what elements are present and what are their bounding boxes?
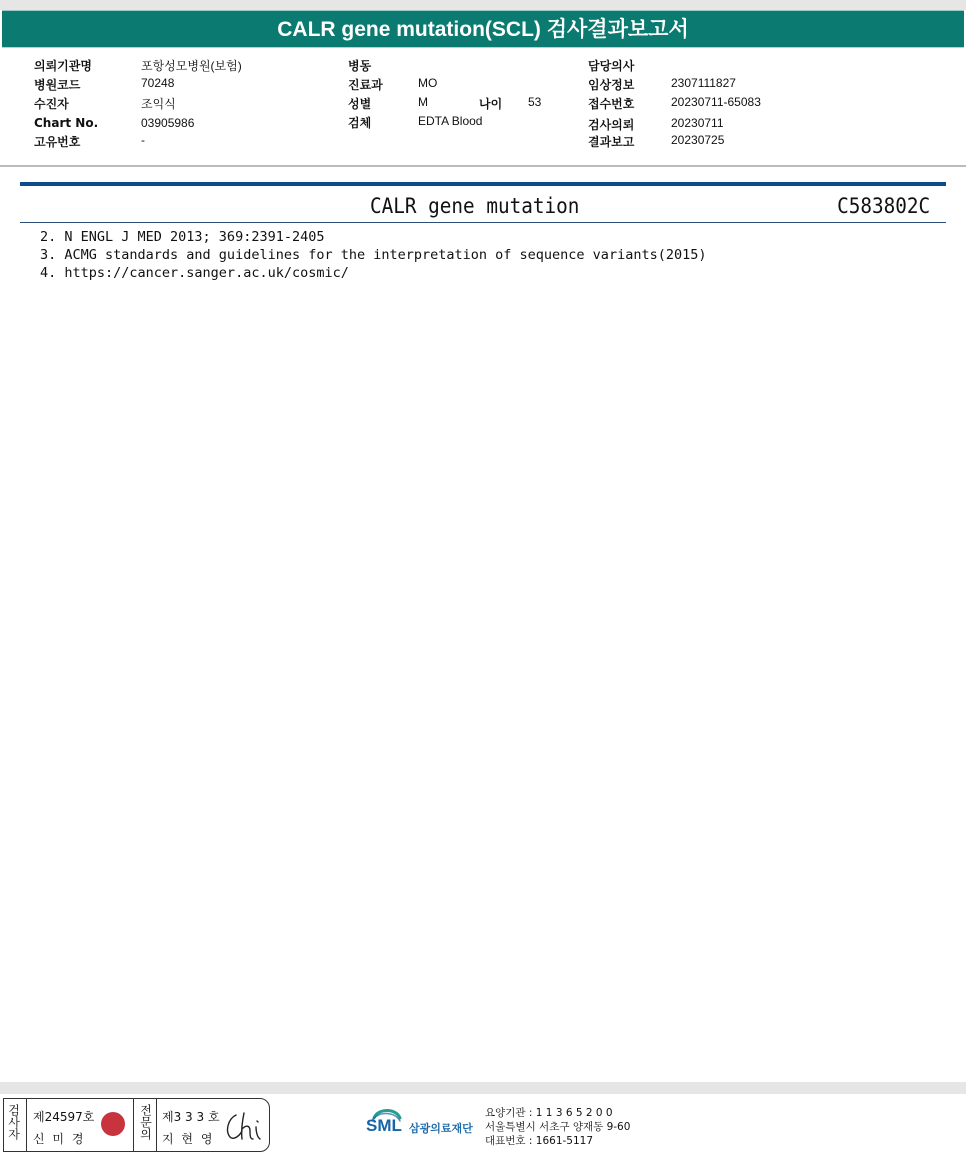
specialist-name: 지 현 영 (162, 1132, 215, 1146)
patient-info-section (0, 47, 966, 167)
specimen-label: 검체 (348, 116, 372, 130)
test-code: C583802C (836, 194, 930, 218)
sex-label: 성별 (348, 97, 372, 111)
org-phone: 대표번호 : 1661-5117 (485, 1135, 594, 1147)
hospital-code-label: 병원코드 (34, 78, 81, 92)
specialist-vertical-text: 전문의 (138, 1104, 153, 1140)
logo-abbr: SML (366, 1116, 402, 1135)
request-date-label: 검사의뢰 (588, 118, 635, 132)
specialist-license: 제3 3 3 호 (162, 1110, 220, 1124)
doctor-label: 담당의사 (588, 59, 635, 73)
unique-no-label: 고유번호 (34, 135, 81, 149)
receipt-no-value: 20230711-65083 (671, 95, 761, 109)
examiner-seal-icon (101, 1112, 125, 1136)
org-code: 요양기관 : 1 1 3 6 5 2 0 0 (485, 1107, 613, 1119)
chart-no-label: Chart No. (34, 116, 99, 130)
reference-item: 3. ACMG standards and guidelines for the interpretation of sequence variants(2015) (40, 247, 707, 263)
department-label: 진료과 (348, 78, 383, 92)
specialist-vertical-label (136, 1099, 154, 1151)
unique-no-value: - (141, 133, 145, 147)
top-strip (0, 0, 966, 10)
section-divider-thick (20, 182, 946, 186)
test-name: CALR gene mutation (370, 194, 580, 218)
examiner-license: 제24597호 (33, 1110, 95, 1124)
request-date-value: 20230711 (671, 116, 724, 130)
reference-item: 4. https://cancer.sanger.ac.uk/cosmic/ (40, 265, 349, 281)
chart-no-value: 03905986 (141, 116, 195, 130)
report-date-label: 결과보고 (588, 135, 635, 149)
specialist-signature-icon (222, 1109, 264, 1143)
age-value: 53 (528, 95, 542, 109)
report-header-title: CALR gene mutation(SCL) 검사결과보고서 (2, 10, 964, 48)
signature-divider (156, 1099, 157, 1151)
department-value: MO (418, 76, 438, 90)
reference-list (40, 228, 706, 282)
sml-logo (366, 1104, 481, 1144)
section-divider-thin (20, 222, 946, 223)
age-label: 나이 (479, 97, 503, 111)
organization-info (485, 1106, 630, 1148)
signature-divider (133, 1099, 134, 1151)
org-name-label: 의뢰기관명 (34, 59, 92, 73)
org-name-value: 포항성모병원(보험) (141, 59, 242, 73)
receipt-no-label: 접수번호 (588, 97, 635, 111)
patient-value: 조익식 (141, 97, 176, 111)
specimen-value: EDTA Blood (418, 114, 483, 128)
org-address: 서울특별시 서초구 양재동 9-60 (485, 1121, 631, 1133)
reference-item: 2. N ENGL J MED 2013; 369:2391-2405 (40, 229, 325, 245)
sex-value: M (418, 95, 428, 109)
clinical-info-label: 임상정보 (588, 78, 635, 92)
signature-divider (26, 1099, 27, 1151)
signature-box (3, 1098, 270, 1152)
examiner-vertical-text: 검사자 (6, 1104, 21, 1140)
clinical-info-value: 2307111827 (671, 76, 736, 90)
examiner-vertical-label (4, 1099, 22, 1151)
examiner-name: 신 미 경 (33, 1132, 86, 1146)
hospital-code-value: 70248 (141, 76, 175, 90)
logo-name: 삼광의료재단 (409, 1122, 473, 1135)
report-date-value: 20230725 (671, 133, 725, 147)
patient-label: 수진자 (34, 97, 69, 111)
ward-label: 병동 (348, 59, 372, 73)
footer-strip (0, 1082, 966, 1094)
